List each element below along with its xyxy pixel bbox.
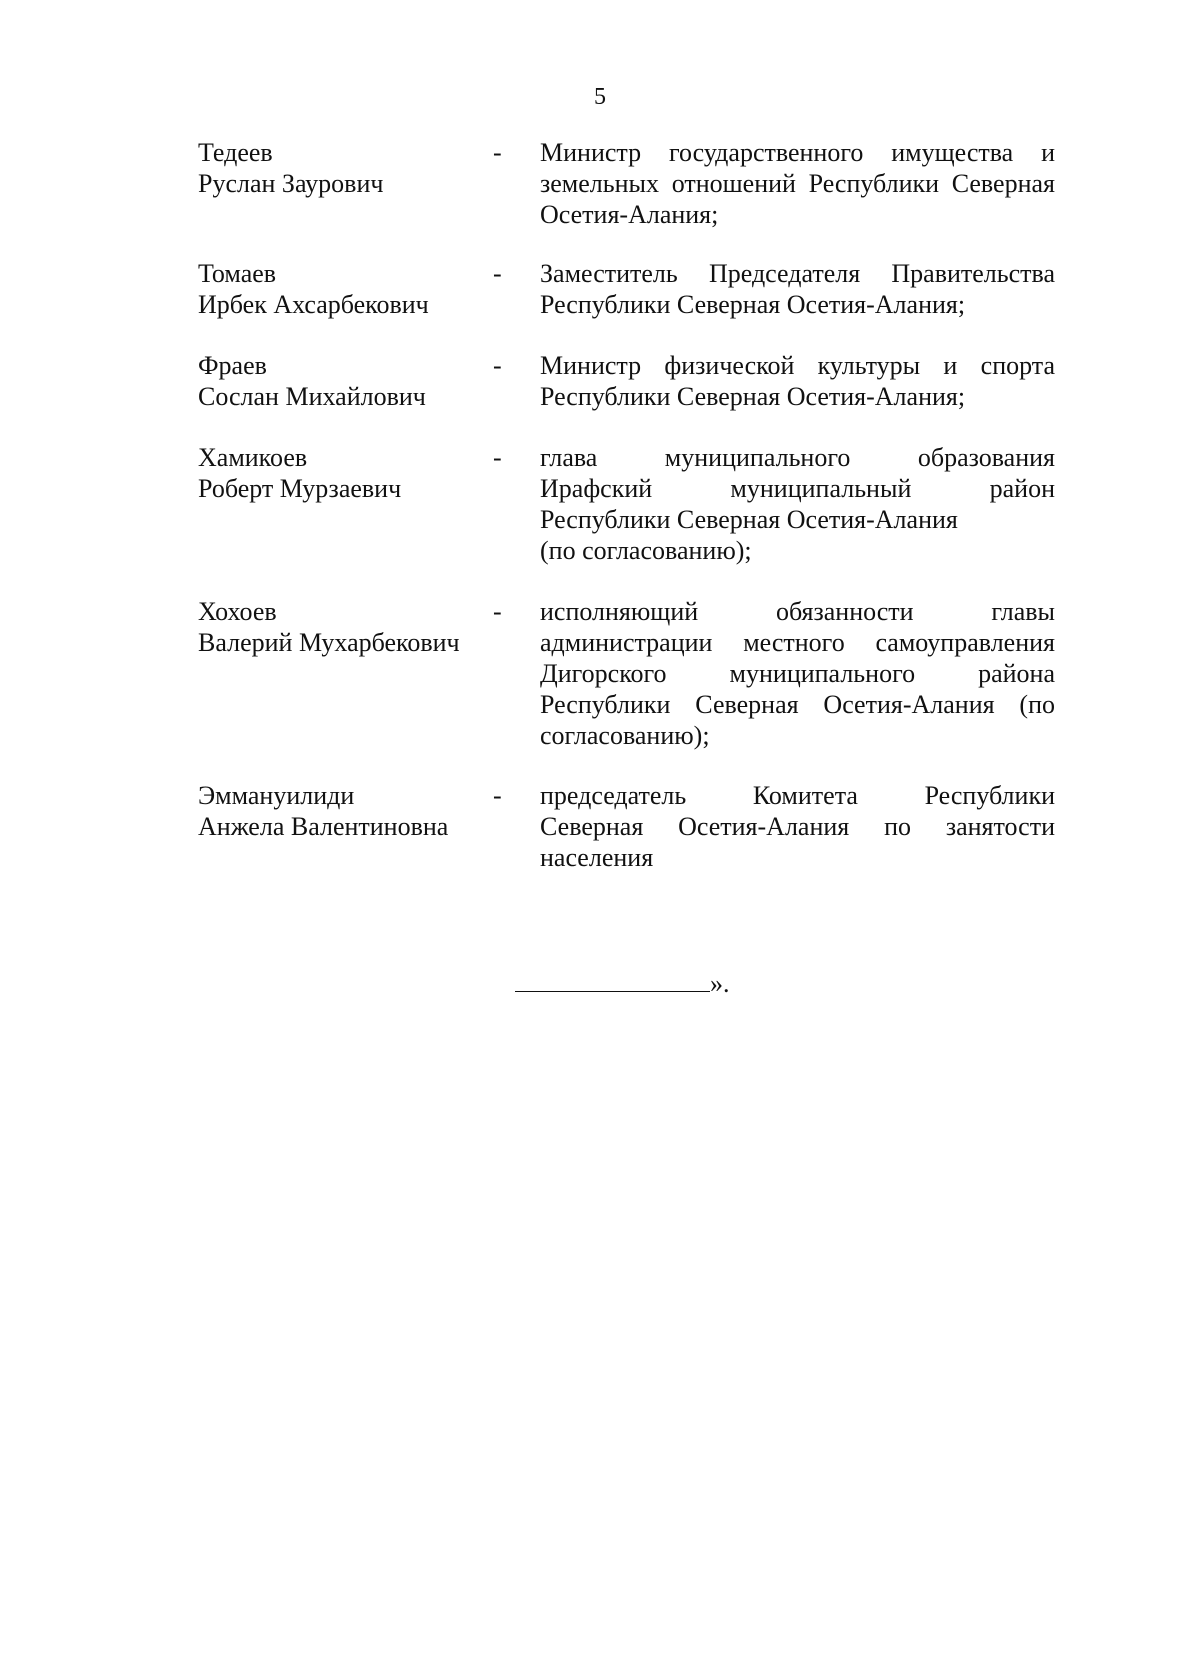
member-position: [540, 350, 1055, 412]
position-line: согласованию);: [540, 721, 710, 750]
member-position: [540, 137, 1055, 230]
position-line: Министр государственного имущества и: [540, 138, 1055, 167]
position-line: администрации местного самоуправления: [540, 628, 1055, 657]
member-surname: Хохоев: [198, 597, 277, 626]
member-position: [540, 596, 1055, 751]
member-name: [198, 350, 498, 412]
member-surname: Тедеев: [198, 138, 273, 167]
separator-dash: -: [493, 138, 502, 167]
position-line: (по согласованию);: [540, 536, 752, 565]
member-position: [540, 442, 1055, 566]
member-name: [198, 442, 498, 504]
member-name: [198, 596, 498, 658]
position-line: Республики Северная Осетия-Алания;: [540, 290, 966, 319]
separator-dash: -: [493, 597, 502, 626]
closing-quote-mark: ».: [710, 969, 730, 998]
position-line: Республики Северная Осетия-Алания (по: [540, 690, 1055, 719]
member-name: [198, 780, 498, 842]
member-given-names: Ирбек Ахсарбекович: [198, 290, 429, 319]
position-line: Заместитель Председателя Правительства: [540, 259, 1055, 288]
page-number: 5: [594, 84, 606, 110]
position-line: председатель Комитета Республики: [540, 781, 1055, 810]
position-line: Северная Осетия-Алания по занятости: [540, 812, 1055, 841]
member-position: [540, 258, 1055, 320]
separator-dash: -: [493, 781, 502, 810]
member-given-names: Валерий Мухарбекович: [198, 628, 460, 657]
position-line: Республики Северная Осетия-Алания: [540, 505, 958, 534]
position-line: Осетия-Алания;: [540, 200, 719, 229]
member-position: [540, 780, 1055, 873]
separator-dash: -: [493, 259, 502, 288]
member-name: [198, 258, 498, 320]
closing-underline: [515, 969, 710, 992]
position-line: Ирафский муниципальный район: [540, 474, 1055, 503]
member-surname: Эммануилиди: [198, 781, 355, 810]
member-given-names: Сослан Михайлович: [198, 382, 426, 411]
position-line: населения: [540, 843, 654, 872]
member-given-names: Руслан Заурович: [198, 169, 384, 198]
member-surname: Фраев: [198, 351, 267, 380]
closing-line: [515, 968, 730, 999]
position-line: Республики Северная Осетия-Алания;: [540, 382, 966, 411]
position-line: Дигорского муниципального района: [540, 659, 1055, 688]
member-surname: Хамикоев: [198, 443, 308, 472]
position-line: Министр физической культуры и спорта: [540, 351, 1055, 380]
position-line: земельных отношений Республики Северная: [540, 169, 1055, 198]
member-given-names: Анжела Валентиновна: [198, 812, 449, 841]
member-surname: Томаев: [198, 259, 277, 288]
member-name: [198, 137, 498, 199]
position-line: глава муниципального образования: [540, 443, 1055, 472]
position-line: исполняющий обязанности главы: [540, 597, 1055, 626]
member-given-names: Роберт Мурзаевич: [198, 474, 402, 503]
separator-dash: -: [493, 443, 502, 472]
separator-dash: -: [493, 351, 502, 380]
